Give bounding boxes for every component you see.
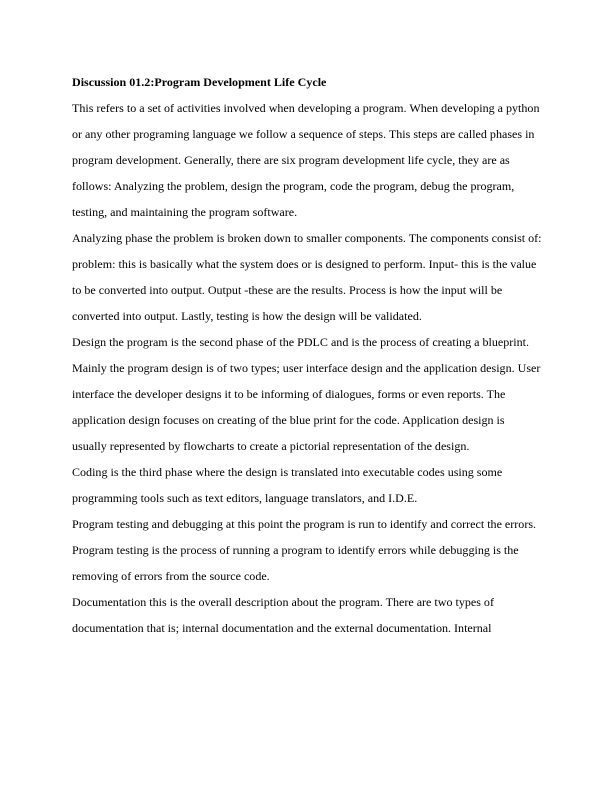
text-line: Coding is the third phase where the design is translated into executable codes using some xyxy=(72,465,503,479)
text-line: Analyzing phase the problem is broken down to smaller components. The components consist of: xyxy=(72,231,542,245)
text-line: removing of errors from the source code. xyxy=(72,569,270,583)
text-line: or any other programing language we follow a sequence of steps. This steps are called phases in xyxy=(72,127,535,141)
document-title: Discussion 01.2:Program Development Life Cycle xyxy=(72,75,327,89)
paragraph-testing xyxy=(72,511,552,589)
text-line: converted into output. Lastly, testing is how the design will be validated. xyxy=(72,309,422,323)
text-line: documentation that is; internal documentation and the external documentation. Internal xyxy=(72,621,492,635)
text-line: This refers to a set of activities involved when developing a program. When developing a python xyxy=(72,101,540,115)
text-line: programming tools such as text editors, language translators, and I.D.E. xyxy=(72,491,418,505)
text-line: interface the developer designs it to be informing of dialogues, forms or even reports. The xyxy=(72,387,506,401)
paragraph-coding xyxy=(72,459,552,511)
text-line: Documentation this is the overall description about the program. There are two types of xyxy=(72,595,494,609)
text-line: application design focuses on creating of the blue print for the code. Application design is xyxy=(72,413,505,427)
text-line: testing, and maintaining the program software. xyxy=(72,205,298,219)
text-line: Program testing is the process of running a program to identify errors while debugging is the xyxy=(72,543,519,557)
text-line: problem: this is basically what the system does or is designed to perform. Input- this is the value xyxy=(72,257,537,271)
paragraph-documentation xyxy=(72,589,552,641)
text-line: Program testing and debugging at this point the program is run to identify and correct the errors. xyxy=(72,517,537,531)
text-line: to be converted into output. Output -these are the results. Process is how the input will be xyxy=(72,283,503,297)
text-line: Mainly the program design is of two types; user interface design and the application design. User xyxy=(72,361,541,375)
paragraph-analyzing xyxy=(72,225,552,329)
text-line: Design the program is the second phase of the PDLC and is the process of creating a blueprint. xyxy=(72,335,529,349)
text-line: program development. Generally, there are six program development life cycle, they are as xyxy=(72,153,510,167)
text-line: usually represented by flowcharts to create a pictorial representation of the design. xyxy=(72,439,470,453)
paragraph-introduction xyxy=(72,95,552,225)
paragraph-design xyxy=(72,329,552,459)
document-body xyxy=(72,69,552,641)
text-line: follows: Analyzing the problem, design the program, code the program, debug the program, xyxy=(72,179,515,193)
